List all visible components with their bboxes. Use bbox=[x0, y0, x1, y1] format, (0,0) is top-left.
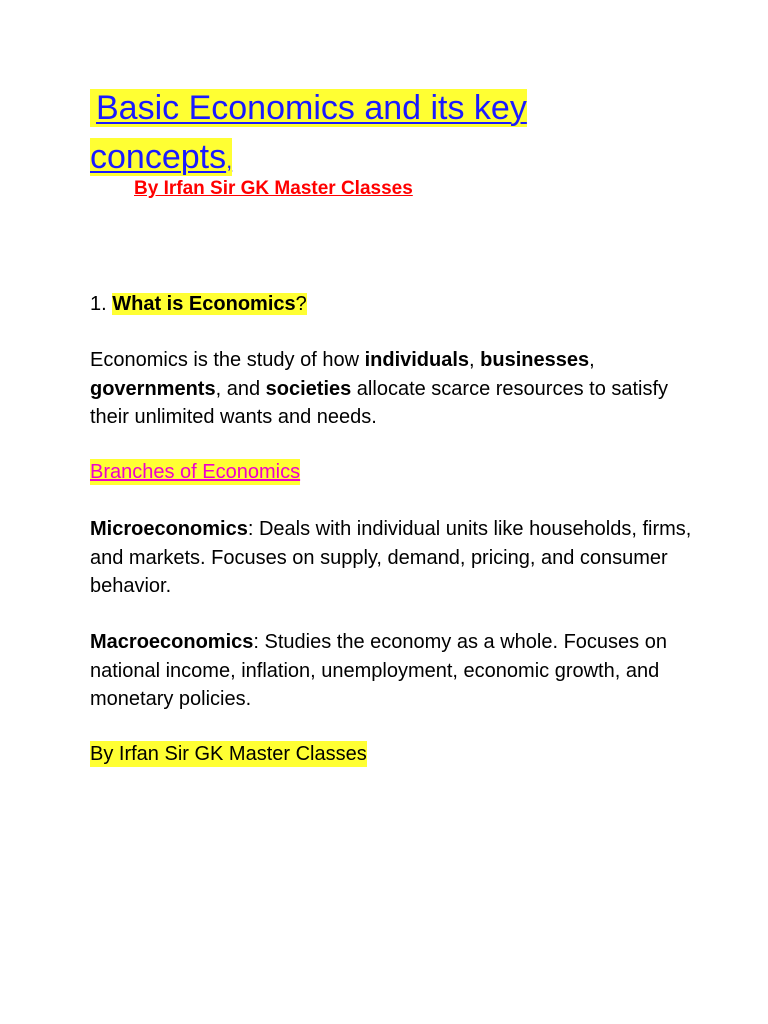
term-macroeconomics: Macroeconomics bbox=[90, 631, 254, 653]
author-byline: By Irfan Sir GK Master Classes bbox=[134, 178, 413, 199]
question-mark: ? bbox=[295, 293, 307, 315]
definition-paragraph: Economics is the study of how individuals, businesses, governments, and societies allocate scarce resources to satisfy their unlimited wants and needs. bbox=[90, 349, 669, 428]
term-microeconomics: Microeconomics bbox=[90, 518, 248, 540]
term-businesses: businesses bbox=[480, 349, 590, 371]
term-governments: governments bbox=[90, 377, 216, 400]
document-title bbox=[90, 84, 650, 185]
question-heading bbox=[90, 290, 710, 319]
microeconomics-description: : Deals with individual units like households, firms, and markets. Focuses on supply, demand, pricing, and consumer behavior. bbox=[90, 518, 692, 597]
title-text: Basic Economics and its key concepts bbox=[90, 89, 527, 176]
branches-heading: Branches of Economics bbox=[90, 461, 301, 483]
title-comma: , bbox=[226, 148, 233, 173]
footer-byline: By Irfan Sir GK Master Classes bbox=[90, 743, 367, 765]
term-individuals: individuals bbox=[364, 349, 470, 371]
term-societies: societies bbox=[265, 377, 352, 400]
question-text: What is Economics bbox=[112, 293, 296, 315]
microeconomics-paragraph bbox=[90, 515, 710, 601]
question-number: 1. bbox=[90, 293, 107, 315]
macroeconomics-paragraph bbox=[90, 628, 710, 714]
macroeconomics-description: : Studies the economy as a whole. Focuses on national income, inflation, unemployment, economic growth, and monetary policies. bbox=[90, 631, 667, 710]
